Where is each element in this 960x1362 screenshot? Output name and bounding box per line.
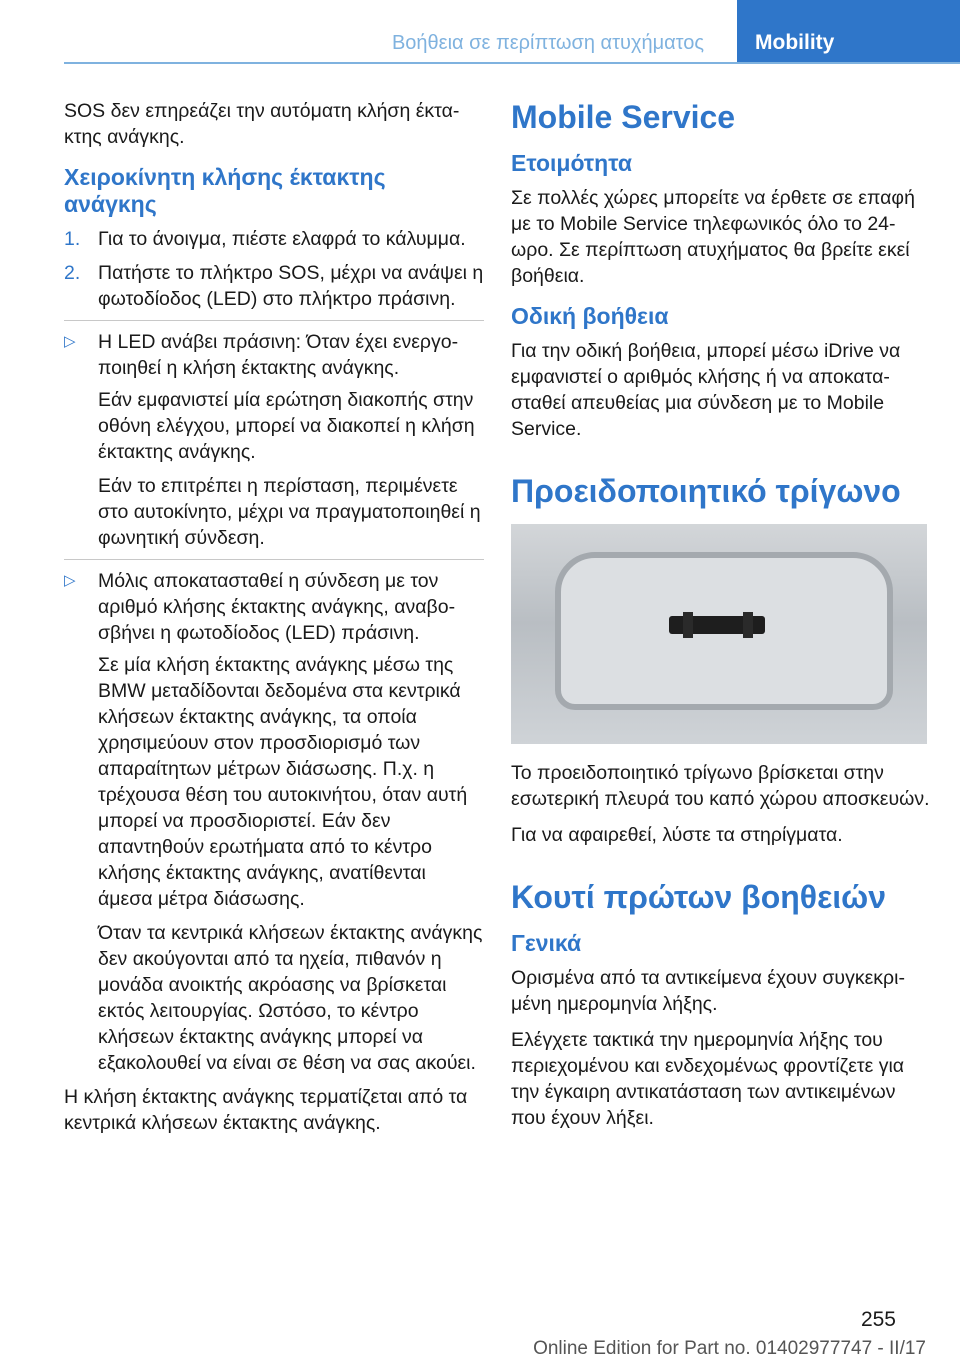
result-2 [64, 559, 484, 1076]
step-2 [64, 260, 484, 312]
general-text-1: Ορισμένα από τα αντικείμενα έχουν συγκεκριμένη ημερομηνία λήξης. [511, 967, 905, 1015]
page-number: 255 [860, 1308, 896, 1331]
roadside-heading: Οδική βοήθεια [511, 303, 669, 329]
left-column [64, 98, 484, 1146]
step-number: 2. [64, 262, 81, 284]
triangle-location-text: Το προειδοποιητικό τρίγωνο βρίσκεται στην εσωτερική πλευρά του καπό χώρου αποσκευών. [511, 762, 930, 810]
header-rule [64, 62, 960, 64]
result-note: Εάν το επιτρέπει η περίσταση, περιμένετε στο αυτοκίνητο, μέχρι να πραγματοποιηθεί η φωνητική σύνδεση. [98, 475, 481, 549]
result-marker-icon: ▷ [64, 572, 76, 589]
section-tab-mobility[interactable]: Mobility [737, 0, 960, 62]
general-heading: Γενικά [511, 930, 582, 956]
result-note: Σε μία κλήση έκτακτης ανάγκης μέσω της BMW μεταδίδονται δεδομένα στα κεντρικά κλήσεων έκτακτης ανάγκης, τα οποία χρησιμεύουν στον προσδιορισμό των απαραίτητων μέτρων διάσωσης. Π.χ. η τρέχουσα θέση του αυτοκινήτου, όταν αυτή μπορεί να προσδιοριστεί. Εάν δεν απαντηθούν ερωτήματα από το κέντρο κλήσης έκτακτης ανάγκης, ανατίθενται άμεσα μέτρα διάσωσης. [98, 654, 468, 910]
right-column [511, 98, 931, 1141]
readiness-heading: Ετοιμότητα [511, 150, 632, 176]
mobile-service-title: Mobile Service [511, 99, 736, 135]
retaining-strap [743, 612, 753, 638]
page-header [0, 0, 960, 62]
result-text: Η LED ανάβει πράσινη: Όταν έχει ενεργοποιηθεί η κλήση έκτακτης ανάγκης. [98, 331, 459, 379]
step-number: 1. [64, 228, 81, 250]
edition-note: Online Edition for Part no. 01402977747 - II/17 [533, 1338, 926, 1359]
result-note: Όταν τα κεντρικά κλήσεων έκτακτης ανάγκης δεν ακούγονται από τα ηχεία, πιθανόν η μονάδα ανοικτής ακρόασης να βρίσκεται εκτός λειτουργίας. Ωστόσο, το κέντρο κλήσεων έκτακτης ανάγκης μπορεί να εξακολουθεί να είναι σε θέση να σας ακούει. [98, 922, 483, 1074]
outro-paragraph: Η κλήση έκτακτης ανάγκης τερματίζεται από τα κεντρικά κλήσεων έκτακτης ανάγκης. [64, 1086, 468, 1134]
manual-call-heading: Χειροκίνητη κλήσης έκτακτης ανάγκης [64, 164, 386, 217]
triangle-removal-text: Για να αφαιρεθεί, λύστε τα στηρίγματα. [511, 824, 843, 846]
retaining-strap [683, 612, 693, 638]
result-note: Εάν εμφανιστεί μία ερώτηση διακοπής στην οθόνη ελέγχου, μπορεί να διακοπεί η κλήση έκτακτης ανάγκης. [98, 389, 475, 463]
warning-triangle-title: Προειδοποιητικό τρίγωνο [511, 473, 901, 509]
intro-paragraph: SOS δεν επηρεάζει την αυτόματη κλήση έκτακτης ανάγκης. [64, 100, 460, 148]
page-footer [0, 1308, 960, 1362]
general-text-2: Ελέγχετε τακτικά την ημερομηνία λήξης του περιεχομένου και ενδεχομένως φροντίζετε για την έγκαιρη αντικατάσταση των αντικειμένων που έχουν λήξει. [511, 1029, 905, 1129]
chapter-breadcrumb[interactable]: Βοήθεια σε περίπτωση ατυχήματος [391, 32, 705, 54]
step-1 [64, 226, 484, 252]
step-text: Για το άνοιγμα, πιέστε ελαφρά το κάλυμμα. [98, 228, 466, 250]
first-aid-title: Κουτί πρώτων βοηθειών [511, 879, 886, 915]
result-marker-icon: ▷ [64, 333, 76, 350]
trunk-lid-photo [511, 524, 927, 744]
readiness-text: Σε πολλές χώρες μπορείτε να έρθετε σε επαφή με το Mobile Service τηλεφωνικός όλο το 24-ωρο. Σε περίπτωση ατυχήματος θα βρείτε εκεί βοήθεια. [511, 187, 915, 287]
result-text: Μόλις αποκατασταθεί η σύνδεση με τον αριθμό κλήσης έκτακτης ανάγκης, αναβοσβήνει η φωτοδίοδος (LED) πράσινη. [98, 570, 456, 644]
roadside-text: Για την οδική βοήθεια, μπορεί μέσω iDrive να εμφανιστεί ο αριθμός κλήσης ή να αποκατασταθεί απευθείας μια σύνδεση με το Mobile Service. [511, 340, 901, 440]
result-1 [64, 320, 484, 551]
step-text: Πατήστε το πλήκτρο SOS, μέχρι να ανάψει η φωτοδίοδος (LED) στο πλήκτρο πράσινη. [98, 262, 484, 310]
